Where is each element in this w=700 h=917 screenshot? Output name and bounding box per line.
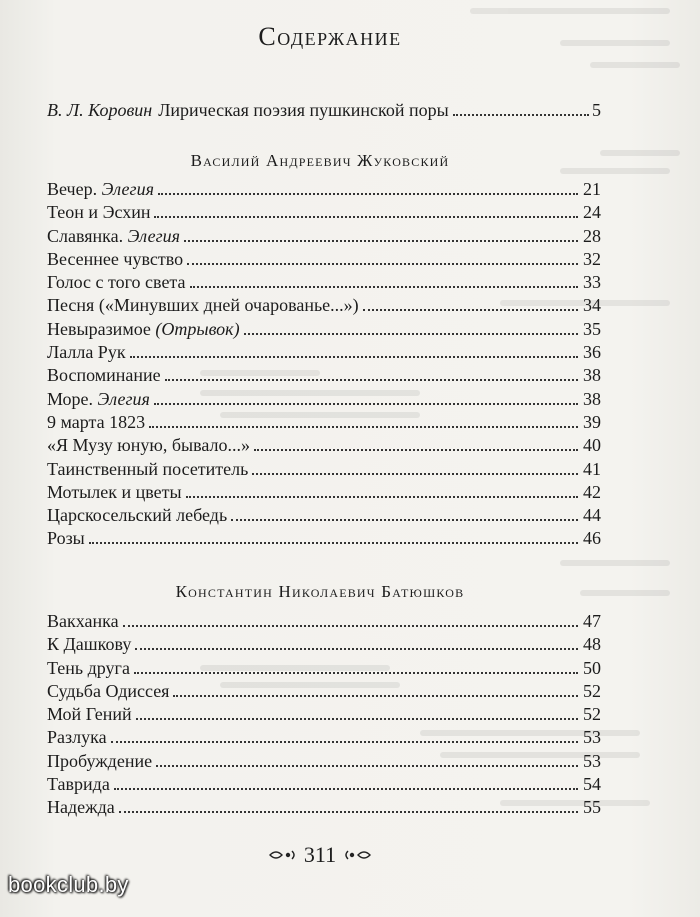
toc-entry[interactable] [47, 364, 601, 387]
entry-title: Таинственный посетитель [47, 458, 249, 479]
entry-title: Судьба Одиссея [47, 680, 170, 701]
intro-entry[interactable] [47, 100, 601, 121]
entry-title: Вечер. [47, 179, 98, 199]
entry-title: Царскосельский лебедь [47, 505, 228, 526]
entry-title: Тень друга [47, 657, 130, 678]
entry-page: 41 [583, 458, 601, 479]
toc-entry[interactable] [47, 703, 601, 726]
dot-leader [244, 333, 578, 335]
entry-title: Розы [47, 528, 85, 549]
toc-entry[interactable] [47, 318, 601, 341]
entry-subtitle: (Отрывок) [155, 318, 240, 339]
entry-title: 9 марта 1823 [47, 411, 146, 432]
entry-page: 52 [583, 680, 601, 701]
toc-entry[interactable] [47, 458, 601, 481]
toc-entry[interactable] [47, 726, 601, 749]
dot-leader [254, 449, 578, 451]
entry-title: Вакханка [47, 611, 119, 631]
entry-title: Воспоминание [47, 365, 161, 386]
toc-entry[interactable] [47, 341, 601, 364]
ornament-right-icon [342, 846, 372, 867]
dot-leader [154, 216, 578, 218]
toc-entry[interactable] [47, 481, 601, 504]
section-heading-batyushkov: Константин Николаевич Батюшков [175, 582, 465, 601]
dot-leader [190, 286, 578, 288]
entry-title: Море. [47, 388, 94, 409]
entry-page: 28 [583, 225, 601, 246]
dot-leader [119, 811, 578, 813]
entry-title: Голос с того света [47, 272, 186, 293]
entry-title: Весеннее чувство [47, 248, 184, 269]
dot-leader [363, 309, 578, 311]
entry-title: Пробуждение [47, 750, 153, 771]
dot-leader [156, 765, 578, 767]
dot-leader [154, 403, 578, 405]
dot-leader [173, 695, 578, 697]
entry-page: 36 [583, 342, 601, 363]
entry-page: 42 [583, 481, 601, 502]
entry-page: 46 [583, 528, 601, 549]
entry-page: 40 [583, 435, 601, 456]
dot-leader [123, 625, 578, 627]
entry-page: 38 [583, 388, 601, 409]
entry-title: Надежда [47, 797, 115, 818]
entry-title: Мотылек и цветы [47, 481, 182, 502]
entry-page: 50 [583, 657, 601, 678]
toc-entry[interactable] [47, 773, 601, 796]
entry-title: Песня («Минувших дней очарованье...») [47, 295, 359, 316]
entry-subtitle: Элегия [97, 388, 150, 409]
entry-page: 44 [583, 505, 601, 526]
page-title: Содержание [258, 22, 402, 51]
entry-page: 32 [583, 248, 601, 269]
section-heading-zhukovsky: Василий Андреевич Жуковский [190, 151, 450, 170]
intro-title: Лирическая поэзия пушкинской поры [158, 100, 449, 120]
dot-leader [135, 648, 578, 650]
dot-leader [111, 741, 578, 743]
entry-title: К Дашкову [47, 634, 132, 655]
entry-page: 53 [583, 727, 601, 748]
entry-page: 47 [583, 611, 601, 631]
toc-entry[interactable] [47, 178, 601, 201]
dot-leader [114, 788, 578, 790]
entry-page: 53 [583, 750, 601, 771]
dot-leader [187, 263, 578, 265]
toc-entry[interactable] [47, 201, 601, 224]
dot-leader [165, 379, 578, 381]
toc-entry[interactable] [47, 411, 601, 434]
entry-page: 52 [583, 704, 601, 725]
dot-leader [134, 672, 578, 674]
dot-leader [186, 496, 578, 498]
page-number-footer [0, 842, 640, 868]
dot-leader [453, 114, 589, 116]
entry-title: Лалла Рук [47, 342, 126, 363]
page-number: 311 [303, 842, 337, 867]
dot-leader [130, 356, 578, 358]
toc-entry[interactable] [47, 610, 601, 633]
entry-page: 33 [583, 272, 601, 293]
toc-entry[interactable] [47, 434, 601, 457]
dot-leader [136, 718, 578, 720]
entry-page: 24 [583, 202, 601, 223]
entry-title: Невыразимое [47, 318, 151, 339]
dot-leader [158, 193, 578, 195]
entry-page: 48 [583, 634, 601, 655]
entry-title: Мой Гений [47, 704, 132, 725]
toc-entry[interactable] [47, 271, 601, 294]
dot-leader [252, 473, 578, 475]
ornament-left-icon [268, 846, 298, 867]
toc-entry[interactable] [47, 657, 601, 680]
toc-entry[interactable] [47, 750, 601, 773]
entry-page: 34 [583, 295, 601, 316]
entry-page: 55 [583, 797, 601, 818]
site-watermark: bookclub.by [8, 872, 129, 897]
entry-page: 21 [583, 179, 601, 199]
toc-list-batyushkov [47, 610, 601, 820]
entry-title: Разлука [47, 727, 107, 748]
entry-subtitle: Элегия [127, 225, 180, 246]
dot-leader [89, 542, 578, 544]
toc-entry[interactable] [47, 527, 601, 550]
dot-leader [231, 519, 578, 521]
toc-entry[interactable] [47, 504, 601, 527]
toc-entry[interactable] [47, 248, 601, 271]
toc-entry[interactable] [47, 796, 601, 819]
entry-title: «Я Музу юную, бывало...» [47, 435, 250, 456]
entry-page: 54 [583, 774, 601, 795]
toc-entry[interactable] [47, 680, 601, 703]
dot-leader [149, 426, 578, 428]
toc-entry[interactable] [47, 225, 601, 248]
entry-page: 38 [583, 365, 601, 386]
toc-entry[interactable] [47, 633, 601, 656]
entry-title: Таврида [47, 774, 110, 795]
entry-subtitle: Элегия [101, 179, 154, 199]
dot-leader [184, 240, 578, 242]
entry-title: Теон и Эсхин [47, 202, 151, 223]
toc-list-zhukovsky [47, 178, 601, 551]
intro-author: В. Л. Коровин [47, 100, 153, 120]
toc-entry[interactable] [47, 294, 601, 317]
toc-entry[interactable] [47, 388, 601, 411]
intro-page: 5 [592, 100, 601, 120]
entry-page: 39 [583, 411, 601, 432]
entry-title: Славянка. [47, 225, 124, 246]
entry-page: 35 [583, 318, 601, 339]
